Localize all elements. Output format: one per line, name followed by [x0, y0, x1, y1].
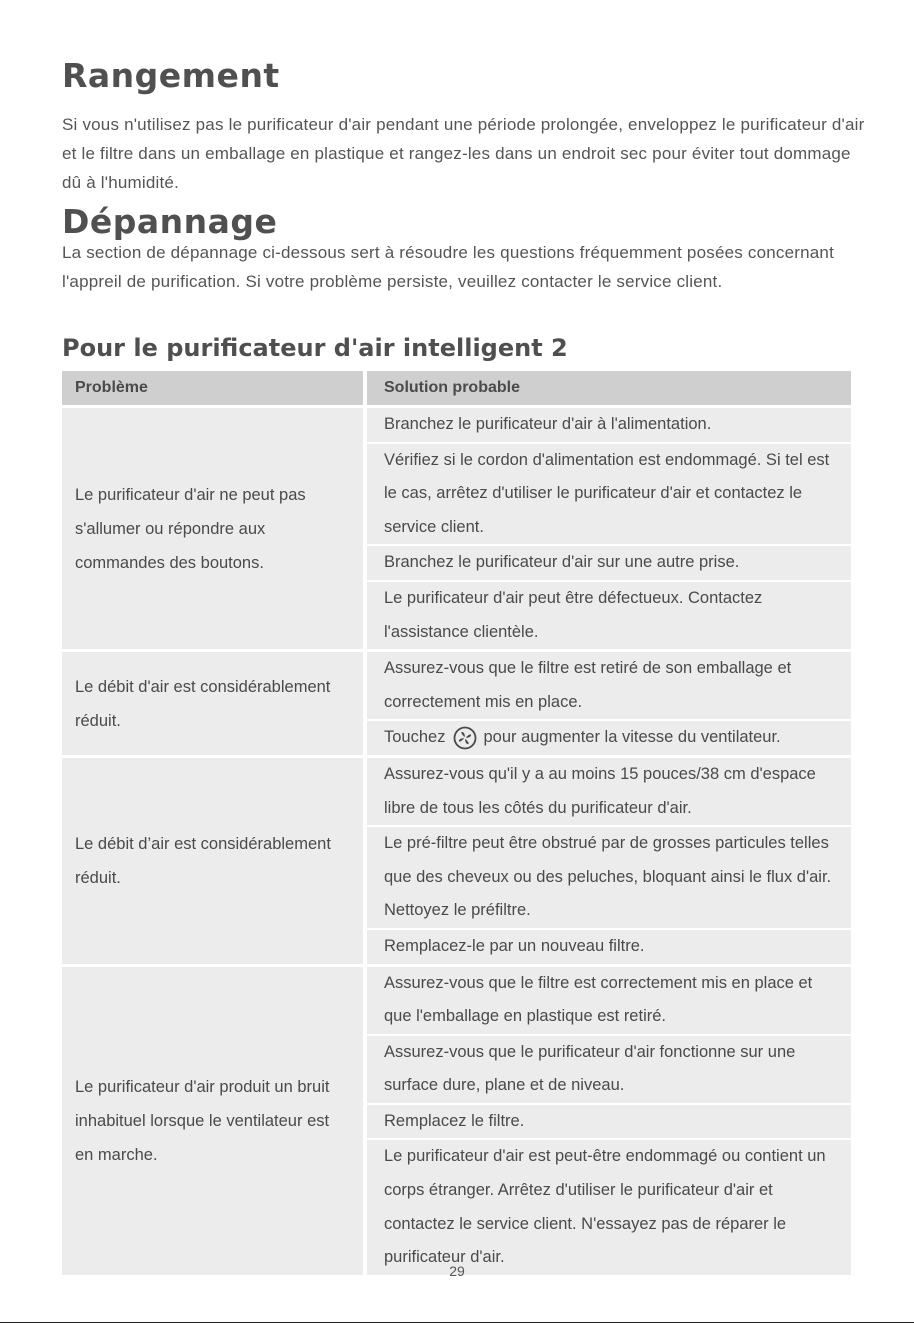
troubleshooting-intro: La section de dépannage ci-dessous sert à résoudre les questions fréquemment posées concernant l'appreil de purification. Si votre problème persiste, veuillez contacter le service client.	[62, 243, 834, 291]
solution-cell: Assurez-vous que le filtre est retiré de son emballage et correctement mis en place.	[367, 649, 851, 719]
table-row	[62, 405, 851, 442]
fan-icon	[453, 726, 477, 750]
problem-column-header: Problème	[62, 371, 367, 405]
page-bottom-divider	[0, 1322, 914, 1323]
troubleshooting-table	[62, 371, 851, 1275]
solution-cell: Le pré-filtre peut être obstrué par de grosses particules telles que des cheveux ou des peluches, bloquant ainsi le flux d'air. Nettoyez le préfiltre.	[367, 825, 851, 928]
storage-text: Si vous n'utilisez pas le purificateur d'air pendant une période prolongée, enveloppez le purificateur d'air et le filtre dans un emballage en plastique et rangez-les dans un endroit sec pour éviter tout dommage dû à l'humidité.	[62, 115, 865, 192]
table-row	[62, 755, 851, 825]
problem-cell: Le débit d’air est considérablement réduit.	[62, 755, 367, 964]
solution-cell: Vérifiez si le cordon d'alimentation est endommagé. Si tel est le cas, arrêtez d'utiliser le purificateur d'air et contactez le service client.	[367, 442, 851, 545]
problem-cell: Le débit d'air est considérablement réduit.	[62, 649, 367, 755]
solution-cell: Le purificateur d'air peut être défectueux. Contactez l'assistance clientèle.	[367, 580, 851, 649]
product-subtitle: Pour le purificateur d'air intelligent 2	[62, 334, 568, 362]
solution-cell: Branchez le purificateur d'air sur une autre prise.	[367, 544, 851, 580]
page-number: 29	[449, 1263, 465, 1279]
solution-cell: Assurez-vous que le purificateur d'air fonctionne sur une surface dure, plane et de niveau.	[367, 1034, 851, 1103]
solution-cell-with-icon	[367, 719, 851, 755]
solution-cell: Assurez-vous qu'il y a au moins 15 pouces/38 cm d'espace libre de tous les côtés du purificateur d'air.	[367, 755, 851, 825]
solution-cell: Le purificateur d'air est peut-être endommagé ou contient un corps étranger. Arrêtez d'utiliser le purificateur d'air et contactez le service client. N'essayez pas de réparer le purificateur d'air.	[367, 1138, 851, 1274]
storage-title: Rangement	[62, 56, 280, 95]
solution-cell: Remplacez-le par un nouveau filtre.	[367, 928, 851, 964]
troubleshooting-title: Dépannage	[62, 202, 278, 241]
solution-cell: Branchez le purificateur d'air à l'alimentation.	[367, 405, 851, 442]
solution-cell: Remplacez le filtre.	[367, 1103, 851, 1139]
table-row	[62, 649, 851, 719]
table-row	[62, 964, 851, 1034]
problem-cell: Le purificateur d'air ne peut pas s'allumer ou répondre aux commandes des boutons.	[62, 405, 367, 649]
solution-text-before: Touchez	[384, 728, 446, 747]
solution-cell: Assurez-vous que le filtre est correctement mis en place et que l'emballage en plastique est retiré.	[367, 964, 851, 1034]
table-header-row	[62, 371, 851, 405]
problem-cell: Le purificateur d'air produit un bruit inhabituel lorsque le ventilateur est en marche.	[62, 964, 367, 1275]
solution-text-after: pour augmenter la vitesse du ventilateur.	[483, 728, 781, 747]
solution-column-header: Solution probable	[367, 371, 851, 405]
